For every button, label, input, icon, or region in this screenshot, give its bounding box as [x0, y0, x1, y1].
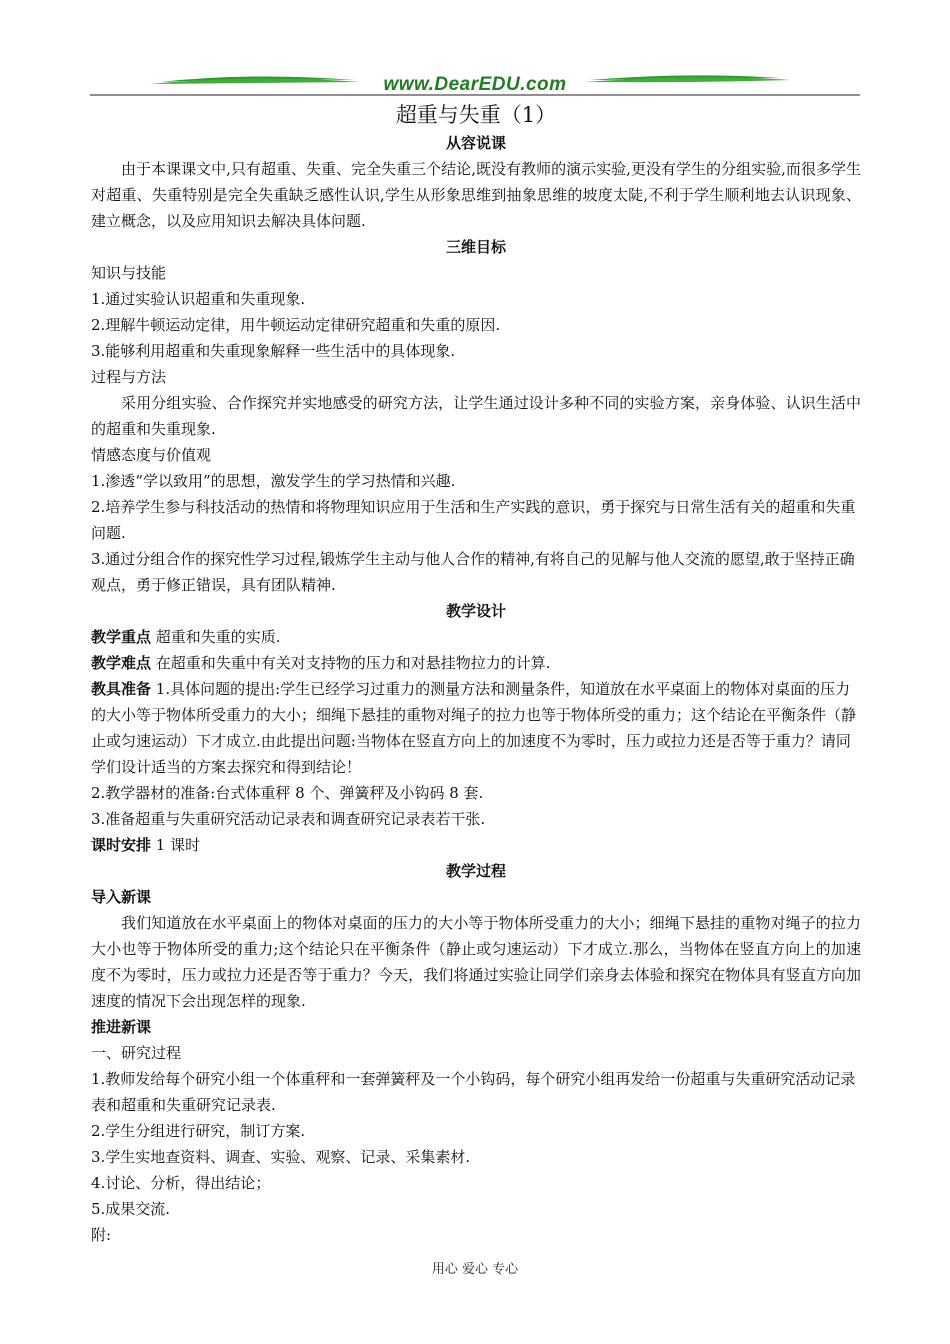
page-title: 超重与失重（1）: [395, 103, 557, 127]
list-item: 3.能够利用超重和失重现象解释一些生活中的具体现象.: [91, 342, 456, 360]
list-item: 2.培养学生参与科技活动的热情和将物理知识应用于生活和生产实践的意识，勇于探究与日常生活有关的超重和失重问题.: [91, 498, 856, 542]
design-key-label: 教学重点: [91, 628, 152, 646]
design-prep-text: 1.具体问题的提出:学生已经学习过重力的测量方法和测量条件，知道放在水平桌面上的物体对桌面的压力的大小等于物体所受重力的大小；细绳下悬挂的重物对绳子的拉力也等于物体所受的重力；这个结论在平衡条件（静止或匀速运动）下才成立.由此提出问题:当物体在竖直方向上的加速度不为零时，压力或拉力还是否等于重力？请同学们设计适当的方案去探究和得到结论！: [91, 680, 857, 776]
list-item: 2.教学器材的准备:台式体重秤 8 个、弹簧秤及小钩码 8 套.: [91, 784, 484, 802]
method-paragraph: 采用分组实验、合作探究并实地感受的研究方法，让学生通过设计多种不同的实验方案，亲身体验、认识生活中的超重和失重现象.: [91, 394, 861, 438]
list-item: 1.通过实验认识超重和失重现象.: [91, 290, 306, 308]
design-difficulty: [91, 650, 861, 676]
section-heading-design: 教学设计: [445, 602, 506, 620]
design-time-text: 1 课时: [155, 836, 201, 854]
appendix-label: 附:: [91, 1226, 112, 1244]
list-item: 2.学生分组进行研究，制订方案.: [91, 1122, 306, 1140]
page-footer: 用心 爱心 专心: [431, 1262, 519, 1277]
list-item: 1.教师发给每个研究小组一个体重秤和一套弹簧秤及一个小钩码，每个研究小组再发给一份超重与失重研究活动记录表和超重和失重研究记录表.: [91, 1070, 856, 1114]
design-prep-label: 教具准备: [91, 680, 152, 698]
subheading-method: 过程与方法: [91, 368, 167, 386]
design-preparation: [91, 676, 861, 780]
design-difficulty-label: 教学难点: [91, 654, 152, 672]
document-body: [91, 100, 861, 1248]
intro-lesson-paragraph: 我们知道放在水平桌面上的物体对桌面的压力的大小等于物体所受重力的大小；细绳下悬挂的重物对绳子的拉力大小也等于物体所受的重力;这个结论只在平衡条件（静止或匀速运动）下才成立.那么，当物体在竖直方向上的加速度不为零时，压力或拉力还是否等于重力？今天，我们将通过实验让同学们亲身去体验和探究在物体具有竖直方向加速度的情况下会出现怎样的现象.: [91, 914, 861, 1010]
design-time: [91, 832, 861, 858]
design-key-text: 超重和失重的实质.: [155, 628, 281, 646]
subheading-emotion: 情感态度与价值观: [91, 446, 212, 464]
list-item: 3.通过分组合作的探究性学习过程,锻炼学生主动与他人合作的精神,有将自己的见解与他人交流的愿望,敢于坚持正确观点，勇于修正错误，具有团队精神.: [91, 550, 855, 594]
subheading-advance-lesson: 推进新课: [91, 1018, 152, 1036]
section-heading-intro: 从容说课: [445, 134, 506, 152]
subheading-research-process: 一、研究过程: [91, 1044, 182, 1062]
section-heading-process: 教学过程: [445, 862, 506, 880]
list-item: 5.成果交流.: [91, 1200, 171, 1218]
subheading-knowledge: 知识与技能: [91, 264, 167, 282]
site-logo[interactable]: www.DearEDU.com: [383, 74, 567, 95]
site-header: [90, 70, 860, 100]
design-time-label: 课时安排: [91, 836, 152, 854]
list-item: 3.学生实地查资料、调查、实验、观察、记录、采集素材.: [91, 1148, 471, 1166]
list-item: 2.理解牛顿运动定律，用牛顿运动定律研究超重和失重的原因.: [91, 316, 501, 334]
design-difficulty-text: 在超重和失重中有关对支持物的压力和对悬挂物拉力的计算.: [155, 654, 551, 672]
intro-paragraph: 由于本课课文中,只有超重、失重、完全失重三个结论,既没有教师的演示实验,更没有学生的分组实验,而很多学生对超重、失重特别是完全失重缺乏感性认识,学生从形象思维到抽象思维的坡度太陡,不利于学生顺利地去认识现象、建立概念，以及应用知识去解决具体问题.: [91, 160, 861, 230]
list-item: 4.讨论、分析，得出结论；: [91, 1174, 271, 1192]
design-key-point: [91, 624, 861, 650]
subheading-intro-lesson: 导入新课: [91, 888, 152, 906]
list-item: 1.渗透“学以致用”的思想，激发学生的学习热情和兴趣.: [91, 472, 456, 490]
list-item: 3.准备超重与失重研究活动记录表和调查研究记录表若干张.: [91, 810, 486, 828]
section-heading-goals: 三维目标: [445, 238, 506, 256]
